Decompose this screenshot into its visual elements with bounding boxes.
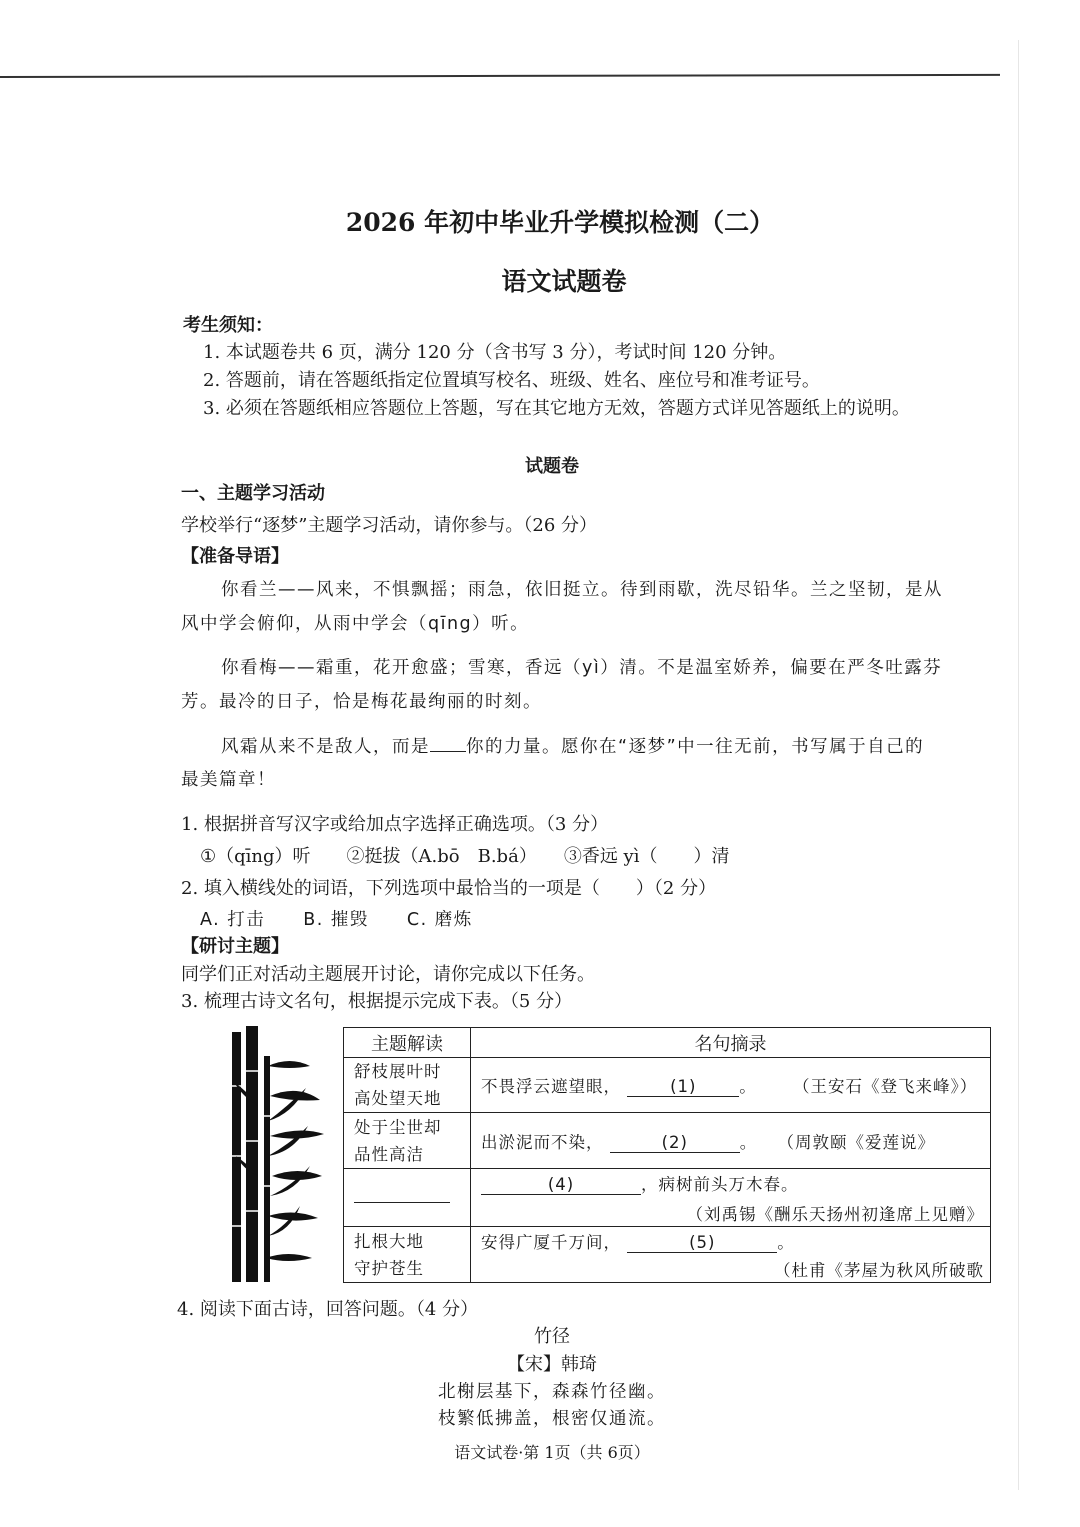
poem-author: 【宋】韩琦 bbox=[507, 1354, 597, 1375]
guide-para2-line1: 你看梅——霜重，花开愈盛；雪寒，香远（yì）清。不是温室娇养，偏要在严冬吐露芬 bbox=[221, 658, 943, 678]
top-rule bbox=[0, 74, 1000, 78]
bamboo-illustration bbox=[228, 1026, 328, 1282]
quote-post: 。 bbox=[739, 1077, 757, 1096]
answer-blank-1[interactable]: (1) bbox=[627, 1078, 739, 1097]
poem-line-1: 北榭层基下，森森竹径幽。 bbox=[438, 1382, 666, 1402]
poem-line-2: 枝繁低拂盖，根密仅通流。 bbox=[438, 1409, 666, 1429]
q3-table bbox=[343, 1027, 991, 1283]
para3-pre: 风霜从来不是敌人，而是 bbox=[221, 737, 430, 757]
answer-blank-5[interactable]: (5) bbox=[627, 1234, 777, 1253]
guide-para2-line2: 芳。最冷的日子，恰是梅花最绚丽的时刻。 bbox=[181, 692, 542, 712]
col-header-theme: 主题解读 bbox=[344, 1028, 471, 1058]
q3-stem: 3. 梳理古诗文名句，根据提示完成下表。（5 分） bbox=[181, 991, 573, 1012]
poem-title: 竹径 bbox=[534, 1326, 570, 1347]
section-title: 试题卷 bbox=[525, 456, 579, 477]
discuss-heading: 【研讨主题】 bbox=[181, 936, 289, 957]
col-header-quote: 名句摘录 bbox=[471, 1028, 991, 1058]
theme-line-1: 处于尘世却 bbox=[354, 1117, 442, 1137]
q4-stem: 4. 阅读下面古诗，回答问题。（4 分） bbox=[177, 1299, 479, 1320]
fill-blank[interactable] bbox=[430, 735, 466, 752]
q2-stem: 2. 填入横线处的词语，下列选项中最恰当的一项是（ ）（2 分） bbox=[181, 878, 717, 899]
para3-post: 你的力量。愿你在“逐梦”中一往无前，书写属于自己的 bbox=[466, 737, 925, 757]
quote-source: （刘禹锡《酬乐天扬州初逢席上见赠》 bbox=[686, 1204, 984, 1224]
table-row bbox=[344, 1227, 991, 1283]
theme-cell bbox=[344, 1113, 471, 1169]
theme-line-2: 高处望天地 bbox=[354, 1089, 442, 1108]
notice-item-3: 3. 必须在答题纸相应答题位上答题，写在其它地方无效，答题方式详见答题纸上的说明。 bbox=[203, 398, 910, 419]
theme-line-1: 舒枝展叶时 bbox=[354, 1062, 442, 1081]
theme-cell bbox=[344, 1227, 471, 1283]
exam-title: 2026 年初中毕业升学模拟检测（二） bbox=[345, 208, 775, 237]
page-edge bbox=[1018, 40, 1019, 1490]
part1-intro: 学校举行“逐梦”主题学习活动，请你参与。（26 分） bbox=[181, 515, 598, 536]
quote-cell bbox=[471, 1169, 991, 1227]
guide-para3-line2: 最美篇章！ bbox=[181, 770, 276, 790]
theme-line-1: 扎根大地 bbox=[354, 1231, 424, 1251]
theme-cell bbox=[344, 1058, 471, 1113]
discuss-text: 同学们正对活动主题展开讨论，请你完成以下任务。 bbox=[181, 964, 595, 985]
table-row bbox=[344, 1169, 991, 1227]
guide-para1-line2: 风中学会俯仰，从雨中学会（qīng）听。 bbox=[181, 614, 530, 634]
guide-para1-line1: 你看兰——风来，不惧飘摇；雨急，依旧挺立。待到雨歇，洗尽铅华。兰之坚韧，是从 bbox=[221, 580, 943, 600]
page-footer: 语文试卷·第 1页（共 6页） bbox=[454, 1443, 650, 1462]
part1-heading: 一、主题学习活动 bbox=[181, 483, 325, 504]
guide-heading: 【准备导语】 bbox=[181, 546, 289, 567]
answer-blank-2[interactable]: (2) bbox=[610, 1134, 740, 1153]
quote-pre: 不畏浮云遮望眼， bbox=[481, 1077, 621, 1096]
table-row bbox=[344, 1058, 991, 1113]
quote-source: （王安石《登飞来峰》） bbox=[793, 1077, 978, 1096]
quote-cell bbox=[471, 1058, 991, 1113]
answer-blank-4[interactable]: (4) bbox=[481, 1176, 641, 1195]
quote-post: 。 bbox=[777, 1232, 795, 1252]
table-row bbox=[344, 1113, 991, 1169]
quote-post: ，病树前头万木春。 bbox=[641, 1174, 799, 1194]
quote-post: 。 bbox=[739, 1132, 758, 1152]
quote-source: （周敦颐《爱莲说》 bbox=[777, 1132, 935, 1152]
exam-subtitle: 语文试题卷 bbox=[501, 267, 627, 296]
q2-options: A. 打击 B. 摧毁 C. 磨炼 bbox=[200, 910, 473, 930]
quote-cell bbox=[471, 1227, 991, 1283]
notice-item-1: 1. 本试题卷共 6 页，满分 120 分（含书写 3 分），考试时间 120 分钟。 bbox=[203, 342, 787, 363]
quote-source: （杜甫《茅屋为秋风所破歌 bbox=[774, 1260, 984, 1280]
q1-stem: 1. 根据拼音写汉字或给加点字选择正确选项。（3 分） bbox=[181, 814, 609, 835]
notice-heading: 考生须知： bbox=[183, 315, 273, 336]
theme-line-2: 品性高洁 bbox=[354, 1144, 424, 1164]
q1-options: ①（qīng）听 ②挺拔（A.bō B.bá） ③香远 yì（ ）清 bbox=[200, 846, 730, 867]
theme-line-2: 守护苍生 bbox=[354, 1258, 424, 1278]
answer-blank-3[interactable] bbox=[354, 1202, 450, 1203]
theme-cell bbox=[344, 1169, 471, 1227]
quote-cell bbox=[471, 1113, 991, 1169]
quote-pre: 安得广厦千万间， bbox=[481, 1232, 621, 1252]
quote-pre: 出淤泥而不染， bbox=[481, 1132, 604, 1152]
guide-para3-line1 bbox=[221, 733, 924, 758]
notice-item-2: 2. 答题前，请在答题纸指定位置填写校名、班级、姓名、座位号和准考证号。 bbox=[203, 370, 820, 391]
